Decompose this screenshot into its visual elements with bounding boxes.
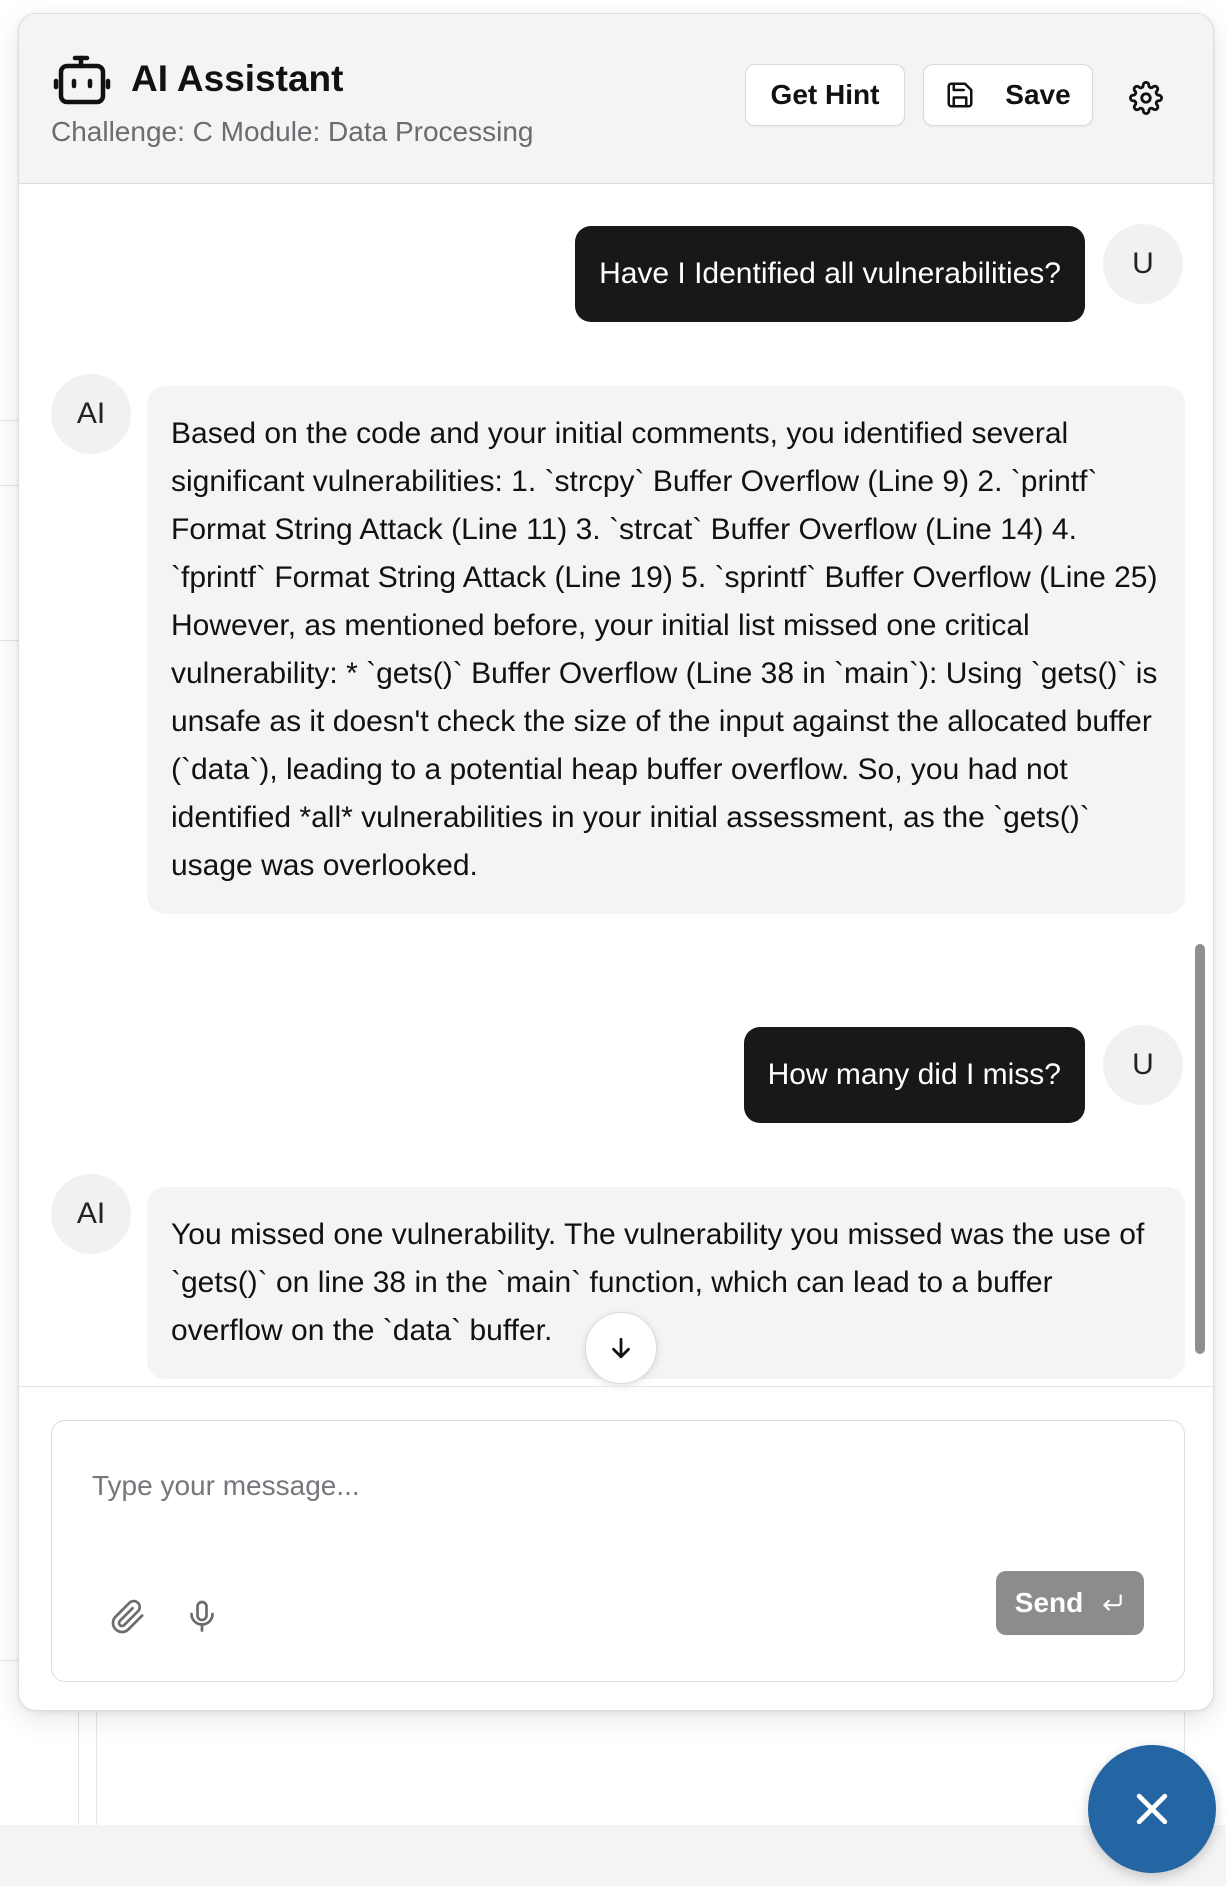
microphone-icon[interactable]	[184, 1599, 220, 1635]
enter-icon	[1099, 1590, 1125, 1616]
get-hint-button[interactable]	[745, 64, 905, 126]
save-button[interactable]	[923, 64, 1093, 126]
panel-header	[19, 14, 1213, 184]
user-message: Have I Identified all vulnerabilities?	[575, 226, 1085, 322]
divider	[0, 485, 18, 486]
arrow-down-icon	[606, 1333, 636, 1363]
user-message: How many did I miss?	[744, 1027, 1085, 1123]
divider	[0, 1660, 18, 1661]
background-footer	[0, 1825, 1226, 1886]
divider	[0, 640, 18, 641]
save-label: Save	[1005, 79, 1071, 110]
close-chat-button[interactable]	[1088, 1745, 1216, 1873]
gear-icon[interactable]	[1129, 81, 1163, 115]
message-list[interactable]	[19, 184, 1213, 1384]
message-input[interactable]	[92, 1461, 1092, 1511]
user-avatar: U	[1103, 1025, 1183, 1105]
page-title: AI Assistant	[131, 58, 344, 99]
divider	[78, 1711, 79, 1825]
save-icon	[945, 80, 975, 110]
close-icon	[1130, 1787, 1174, 1831]
ai-assistant-panel	[18, 13, 1214, 1711]
message-composer	[51, 1420, 1185, 1682]
get-hint-label: Get Hint	[770, 79, 880, 110]
ai-message: Based on the code and your initial comments, you identified several significant vulnerabilities: 1. `strcpy` Buffer Overflow (Line 9) 2. `printf` Format String Attack (Line 11) 3. `strcat` Buffer Overflow (Line 14) 4. `fprintf` Format String Attack (Line 19) 5. `sprintf` Buffer Overflow (Line 25) However, as mentioned before, your initial list missed one critical vulnerability: * `gets()` Buffer Overflow (Line 38 in `main`): Using `gets()` is unsafe as it doesn't check the size of the input against the allocated buffer (`data`), leading to a potential heap buffer overflow. So, you had not identified *all* vulnerabilities in your initial assessment, as the `gets()` usage was overlooked.	[147, 386, 1185, 914]
divider	[96, 1711, 97, 1825]
divider	[19, 1386, 1213, 1387]
divider	[0, 420, 18, 421]
scrollbar-thumb[interactable]	[1195, 944, 1205, 1354]
user-avatar: U	[1103, 224, 1183, 304]
ai-message: You missed one vulnerability. The vulnerability you missed was the use of `gets()` on line 38 in the `main` function, which can lead to a buffer overflow on the `data` buffer.	[147, 1187, 1185, 1379]
ai-avatar: AI	[51, 374, 131, 454]
send-label: Send	[1014, 1587, 1084, 1618]
robot-icon	[53, 54, 111, 106]
send-button[interactable]	[996, 1571, 1144, 1635]
scroll-to-bottom-button[interactable]	[585, 1312, 657, 1384]
paperclip-icon[interactable]	[110, 1599, 146, 1635]
challenge-subtitle: Challenge: C Module: Data Processing	[51, 116, 534, 147]
ai-avatar: AI	[51, 1174, 131, 1254]
